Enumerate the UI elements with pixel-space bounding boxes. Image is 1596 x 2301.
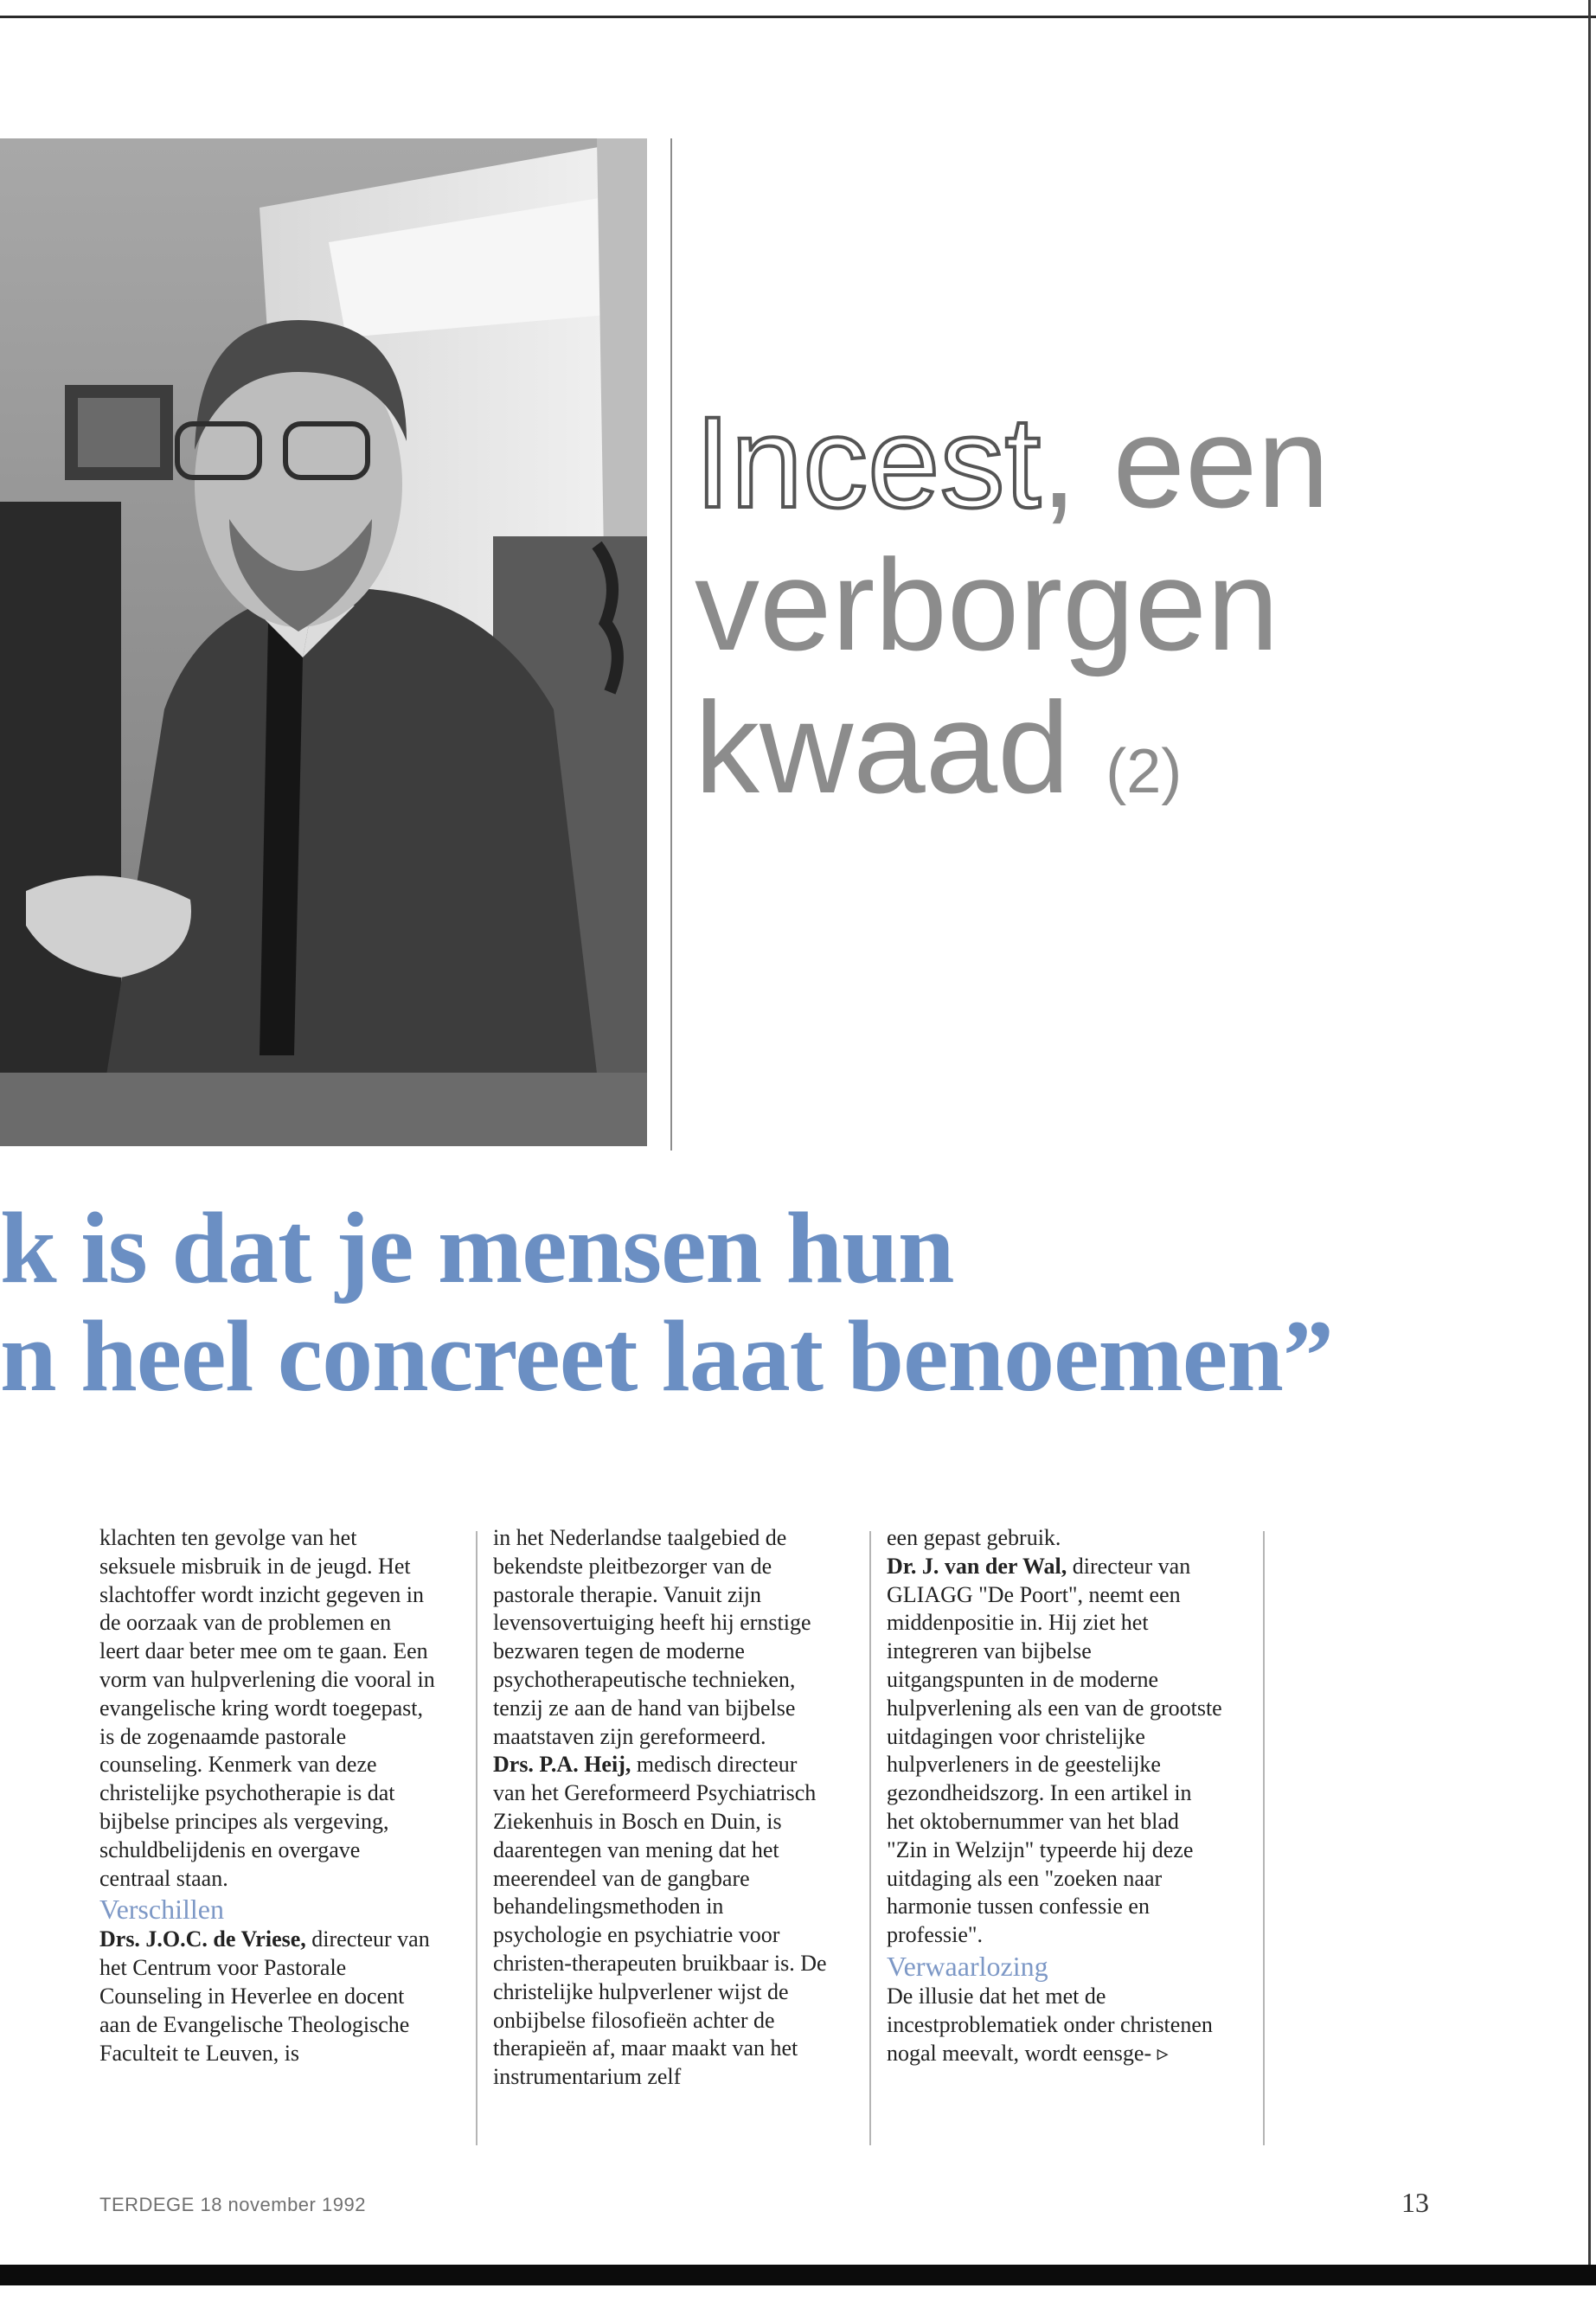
photo-divider	[670, 138, 672, 1150]
column-3-text: directeur van GLIAGG "De Poort", neemt een middenpositie in. Hij ziet het integreren van bijbelse uitgangspunten in de moderne hulpverlening als een van de grootste uitdagingen voor christelijke hulpverleners in de geestelijke gezondheidszorg. In een artikel in het oktobernummer van het blad "Zin in Welzijn" typeerde hij deze uitdaging als een "zoeken naar harmonie tussen confessie en professie".	[887, 1553, 1222, 1948]
title-line-1	[695, 391, 1577, 534]
page-number: 13	[1401, 2187, 1429, 2218]
column-3-closing: De illusie dat het met de incestproblematiek onder christenen nogal meevalt, wordt eensge- ▹	[887, 1983, 1213, 2066]
column-1-text: directeur van het Centrum voor Pastorale Counseling in Heverlee en docent aan de Evangelische Theologische Faculteit te Leuven, is	[99, 1926, 430, 2066]
column-2-intro: in het Nederlandse taalgebied de bekendste pleitbezorger van de pastorale therapie. Vanuit zijn levensovertuiging heeft hij ernstige bezwaren tegen de moderne psychotherapeutische technieken, tenzij ze aan de hand van bijbelse maatstaven zijn gereformeerd.	[493, 1525, 811, 1749]
column-rule-1	[476, 1531, 478, 2145]
column-2-paragraph	[493, 1751, 829, 2092]
column-rule-3	[1263, 1531, 1265, 2145]
title-line-3	[695, 676, 1577, 843]
person-name-heij: Drs. P.A. Heij,	[493, 1752, 631, 1778]
column-3-paragraph	[887, 1553, 1222, 1950]
title-outlined-word: Incest	[695, 389, 1042, 535]
publication-footer: TERDEGE 18 november 1992	[99, 2194, 366, 2215]
body-column-2	[493, 1524, 829, 2092]
pull-quote-headline	[0, 1191, 1583, 1413]
headline-line-1: k is dat je mensen hun	[0, 1191, 954, 1304]
body-column-3	[887, 1524, 1222, 2067]
person-name-devriese: Drs. J.O.C. de Vriese,	[99, 1926, 306, 1952]
subheading-verschillen: Verschillen	[99, 1894, 224, 1926]
top-rule	[0, 16, 1596, 18]
title-part-number: (2)	[1106, 737, 1183, 806]
title-line-3-word: kwaad	[695, 675, 1070, 820]
column-rule-2	[869, 1531, 871, 2145]
title-line-2: verborgen	[695, 532, 1279, 677]
portrait-photo	[0, 138, 647, 1146]
body-column-1	[99, 1524, 435, 2067]
bottom-rule	[0, 2265, 1596, 2285]
column-2-text: medisch directeur van het Gereformeerd Psychiatrisch Ziekenhuis in Bosch en Duin, is daarentegen van mening dat het meerendeel van de gangbare behandelingsmethoden in psychologie en psychiatrie voor christen-therapeuten bruikbaar is. De christelijke hulpverlener wijst de onbijbelse filosofieën achter de therapieën af, maar maakt van het instrumentarium zelf	[493, 1752, 827, 2090]
right-edge-rule	[1588, 0, 1591, 2284]
headline-line-2: n heel concreet laat benoemen”	[0, 1299, 1333, 1413]
column-3-intro: een gepast gebruik.	[887, 1525, 1061, 1550]
column-1-intro: klachten ten gevolge van het seksuele misbruik in de jeugd. Het slachtoffer wordt inzicht gegeven in de oorzaak van de problemen en leert daar beter mee om te gaan. Een vorm van hulpverlening die vooral in evangelische kring wordt toegepast, is de zogenaamde pastorale counseling. Kenmerk van deze christelijke psychotherapie is dat bijbelse principes als vergeving, schuldbelijdenis en overgave centraal staan.	[99, 1525, 435, 1891]
person-name-vanderwal: Dr. J. van der Wal,	[887, 1553, 1067, 1579]
title-line-1-rest: , een	[1041, 389, 1330, 535]
article-title	[695, 391, 1577, 843]
column-1-paragraph	[99, 1926, 435, 2067]
subheading-verwaarlozing: Verwaarlozing	[887, 1950, 1048, 1982]
